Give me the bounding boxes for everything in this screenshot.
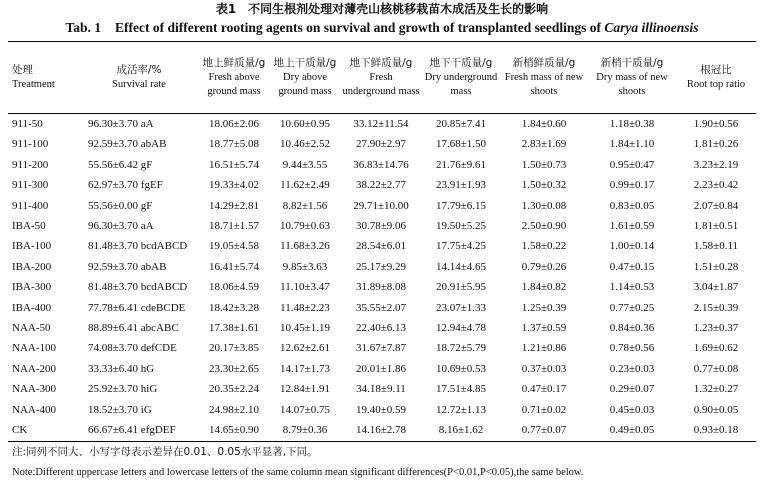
- survival-rate-cell: 18.52±3.70 iG: [88, 403, 152, 416]
- dry-under-mass-cell: 21.76±9.61: [435, 158, 487, 171]
- table-header-row: [8, 42, 756, 114]
- table-row: [8, 338, 756, 358]
- dry-under-mass-cell: 20.85±7.41: [435, 118, 487, 130]
- fresh-under-mass-cell: 20.01±1.86: [355, 362, 407, 375]
- survival-rate-cell: 55.56±6.42 gF: [88, 158, 153, 171]
- shoot-fresh-mass-cell: 1.21±0.86: [521, 342, 567, 355]
- dry-under-mass-cell: 14.14±4.65: [435, 260, 487, 273]
- fresh-above-mass-cell: 20.35±2.24: [208, 383, 260, 396]
- treatment-cell: IBA-50: [12, 220, 46, 233]
- root-top-ratio-cell: 1.69±0.62: [693, 342, 739, 355]
- treatment-cell: 911-100: [12, 138, 49, 151]
- dry-above-mass-cell: 8.79±0.36: [270, 420, 340, 441]
- fresh-under-mass-cell: 34.18±9.11: [356, 383, 406, 396]
- dry-above-mass-cell: 12.84±1.91: [279, 383, 331, 396]
- fresh-above-mass-cell: 19.05±4.58: [208, 240, 260, 253]
- fresh-under-mass-cell: 36.83±14.76: [353, 158, 409, 171]
- table-row: [8, 196, 756, 216]
- survival-rate-cell: 81.48±3.70 bcdABCD: [88, 281, 188, 294]
- table-row: [8, 379, 756, 399]
- shoot-fresh-mass-cell: 2.83±1.69: [521, 138, 567, 151]
- table-caption-text: Effect of different rooting agents on survival and growth of transplanted seedlings of: [115, 20, 601, 35]
- fresh-under-mass-cell: 35.55±2.07: [355, 301, 407, 314]
- table-row: [8, 257, 756, 277]
- dry-above-mass-cell: 10.79±0.63: [279, 220, 331, 233]
- treatment-cell: IBA-400: [12, 301, 52, 314]
- header-cell: 根冠比 Root top ratio: [676, 42, 756, 114]
- shoot-dry-mass-cell: 0.99±0.17: [609, 179, 655, 192]
- root-top-ratio-cell: 1.23±0.37: [693, 322, 739, 335]
- table-row: [8, 359, 756, 379]
- shoot-dry-mass-cell: 1.18±0.38: [609, 118, 655, 130]
- dry-above-mass-cell: 11.62±2.49: [280, 179, 330, 192]
- shoot-fresh-mass-cell: 2.50±0.90: [521, 220, 567, 233]
- treatment-cell: CK: [8, 420, 80, 441]
- root-top-ratio-cell: 3.04±1.87: [693, 281, 739, 294]
- dry-above-mass-cell: 9.85±3.63: [282, 260, 328, 273]
- treatment-cell: NAA-100: [12, 342, 56, 355]
- fresh-under-mass-cell: 29.71±10.00: [353, 199, 409, 212]
- treatment-cell: IBA-200: [12, 260, 52, 273]
- fresh-under-mass-cell: 14.16±2.78: [340, 420, 422, 441]
- survival-rate-cell: 92.59±3.70 abAB: [88, 260, 167, 273]
- header-cell: 新梢干质量/g Dry mass of new shoots: [588, 42, 676, 114]
- dry-above-mass-cell: 11.10±3.47: [280, 281, 330, 294]
- table-row: [8, 175, 756, 195]
- fresh-above-mass-cell: 18.71±1.57: [208, 220, 260, 233]
- table-row: [8, 277, 756, 297]
- survival-rate-cell: 81.48±3.70 bcdABCD: [88, 240, 188, 253]
- shoot-fresh-mass-cell: 1.25±0.39: [521, 301, 567, 314]
- dry-above-mass-cell: 10.46±2.52: [279, 138, 331, 151]
- shoot-dry-mass-cell: 1.61±0.59: [609, 220, 655, 233]
- dry-under-mass-cell: 12.94±4.78: [435, 322, 487, 335]
- dry-under-mass-cell: 17.75±4.25: [435, 240, 487, 253]
- fresh-under-mass-cell: 30.78±9.06: [355, 220, 407, 233]
- dry-under-mass-cell: 8.16±1.62: [422, 420, 500, 441]
- shoot-fresh-mass-cell: 0.47±0.17: [521, 383, 567, 396]
- fresh-above-mass-cell: 19.33±4.02: [208, 179, 260, 192]
- table-row: [8, 114, 756, 135]
- root-top-ratio-cell: 2.07±0.84: [693, 199, 739, 212]
- dry-above-mass-cell: 8.82±1.56: [282, 199, 328, 212]
- table-label: Tab. 1: [65, 20, 101, 35]
- table-row: [8, 134, 756, 154]
- shoot-dry-mass-cell: 0.78±0.56: [609, 342, 655, 355]
- shoot-dry-mass-cell: 0.29±0.07: [609, 383, 655, 396]
- fresh-under-mass-cell: 22.40±6.13: [355, 322, 407, 335]
- fresh-above-mass-cell: 23.30±2.65: [208, 362, 260, 375]
- table-note-english: Note:Different uppercase letters and lowercase letters of the same column mean significant differences(P<0.01,P<0.05),the same below.: [12, 466, 584, 478]
- shoot-fresh-mass-cell: 1.50±0.32: [521, 179, 567, 192]
- root-top-ratio-cell: 1.51±0.28: [693, 260, 739, 273]
- survival-rate-cell: 74.08±3.70 defCDE: [88, 342, 177, 355]
- root-top-ratio-cell: 3.23±2.19: [693, 158, 739, 171]
- table-caption-chinese: 表1 不同生根剂处理对薄壳山核桃移栽苗木成活及生长的影响: [215, 2, 549, 16]
- fresh-above-mass-cell: 20.17±3.85: [208, 342, 260, 355]
- fresh-above-mass-cell: 18.42±3.28: [208, 301, 260, 314]
- table-row: [8, 236, 756, 256]
- dry-above-mass-cell: 14.07±0.75: [279, 403, 331, 416]
- treatment-cell: 911-400: [12, 199, 49, 212]
- root-top-ratio-cell: 2.23±0.42: [693, 179, 739, 192]
- shoot-fresh-mass-cell: 1.30±0.08: [521, 199, 567, 212]
- treatment-cell: NAA-200: [12, 362, 56, 375]
- table-body: [8, 114, 756, 442]
- table-row: [8, 400, 756, 420]
- dry-above-mass-cell: 10.60±0.95: [279, 118, 331, 130]
- header-cell: 处理 Treatment: [8, 42, 80, 114]
- survival-rate-cell: 77.78±6.41 cdeBCDE: [88, 301, 186, 314]
- survival-rate-cell: 62.97±3.70 fgEF: [88, 179, 163, 192]
- shoot-fresh-mass-cell: 1.84±0.82: [521, 281, 567, 294]
- fresh-under-mass-cell: 28.54±6.01: [355, 240, 407, 253]
- fresh-under-mass-cell: 27.90±2.97: [355, 138, 407, 151]
- fresh-under-mass-cell: 31.89±8.08: [355, 281, 407, 294]
- dry-under-mass-cell: 23.07±1.33: [435, 301, 487, 314]
- fresh-above-mass-cell: 18.06±4.59: [208, 281, 260, 294]
- fresh-above-mass-cell: 16.51±5.74: [208, 158, 260, 171]
- survival-rate-cell: 88.89±6.41 abcABC: [88, 322, 179, 335]
- treatment-cell: NAA-400: [12, 403, 56, 416]
- shoot-fresh-mass-cell: 0.37±0.03: [521, 362, 567, 375]
- treatment-cell: IBA-300: [12, 281, 52, 294]
- shoot-fresh-mass-cell: 1.84±0.60: [521, 118, 567, 130]
- root-top-ratio-cell: 1.90±0.56: [693, 118, 739, 130]
- table-note-chinese: 注:同列不同大、小写字母表示差异在0.01、0.05水平显著,下同。: [12, 445, 318, 458]
- dry-above-mass-cell: 11.68±3.26: [280, 240, 330, 253]
- shoot-dry-mass-cell: 0.23±0.03: [609, 362, 655, 375]
- fresh-above-mass-cell: 18.06±2.06: [208, 118, 260, 130]
- table-row: [8, 155, 756, 175]
- treatment-cell: NAA-300: [12, 383, 56, 396]
- table-row: [8, 298, 756, 318]
- shoot-dry-mass-cell: 0.77±0.25: [609, 301, 655, 314]
- dry-above-mass-cell: 10.45±1.19: [279, 322, 331, 335]
- results-table: [8, 41, 756, 442]
- dry-above-mass-cell: 12.62±2.61: [279, 342, 331, 355]
- treatment-cell: 911-200: [12, 158, 49, 171]
- treatment-cell: 911-50: [12, 118, 43, 130]
- treatment-cell: NAA-50: [12, 322, 51, 335]
- shoot-dry-mass-cell: 0.83±0.05: [609, 199, 655, 212]
- fresh-under-mass-cell: 25.17±9.29: [355, 260, 407, 273]
- dry-above-mass-cell: 14.17±1.73: [279, 362, 331, 375]
- dry-under-mass-cell: 20.91±5.95: [435, 281, 487, 294]
- dry-under-mass-cell: 18.72±5.79: [435, 342, 487, 355]
- treatment-cell: 911-300: [12, 179, 49, 192]
- survival-rate-cell: 66.67±6.41 efgDEF: [80, 420, 198, 441]
- survival-rate-cell: 96.30±3.70 aA: [88, 118, 154, 130]
- shoot-dry-mass-cell: 1.84±1.10: [609, 138, 655, 151]
- header-cell: 新梢鲜质量/g Fresh mass of new shoots: [500, 42, 588, 114]
- dry-under-mass-cell: 17.79±6.15: [435, 199, 487, 212]
- dry-above-mass-cell: 11.48±2.23: [280, 301, 330, 314]
- shoot-fresh-mass-cell: 1.58±0.22: [521, 240, 567, 253]
- shoot-dry-mass-cell: 0.47±0.15: [609, 260, 655, 273]
- fresh-above-mass-cell: 16.41±5.74: [208, 260, 260, 273]
- fresh-under-mass-cell: 31.67±7.87: [355, 342, 407, 355]
- fresh-above-mass-cell: 24.98±2.10: [208, 403, 260, 416]
- shoot-dry-mass-cell: 1.00±0.14: [609, 240, 655, 253]
- survival-rate-cell: 96.30±3.70 aA: [88, 220, 154, 233]
- shoot-dry-mass-cell: 0.84±0.36: [609, 322, 655, 335]
- shoot-dry-mass-cell: 1.14±0.53: [609, 281, 655, 294]
- shoot-fresh-mass-cell: 0.79±0.26: [521, 260, 567, 273]
- table-caption-english: [8, 20, 756, 36]
- survival-rate-cell: 92.59±3.70 abAB: [88, 138, 167, 151]
- fresh-above-mass-cell: 17.38±1.61: [208, 322, 260, 335]
- root-top-ratio-cell: 0.93±0.18: [676, 420, 756, 441]
- root-top-ratio-cell: 0.90±0.05: [693, 403, 739, 416]
- shoot-fresh-mass-cell: 0.77±0.07: [500, 420, 588, 441]
- dry-under-mass-cell: 17.51±4.85: [435, 383, 487, 396]
- fresh-under-mass-cell: 33.12±11.54: [353, 118, 409, 130]
- dry-under-mass-cell: 10.69±0.53: [435, 362, 487, 375]
- shoot-fresh-mass-cell: 1.50±0.73: [521, 158, 567, 171]
- treatment-cell: IBA-100: [12, 240, 52, 253]
- dry-under-mass-cell: 12.72±1.13: [435, 403, 487, 416]
- survival-rate-cell: 55.56±0.00 gF: [88, 199, 153, 212]
- header-cell: 地下干质量/g Dry underground mass: [422, 42, 500, 114]
- table-row: [8, 318, 756, 338]
- survival-rate-cell: 33.33±6.40 hG: [88, 362, 155, 375]
- dry-above-mass-cell: 9.44±3.55: [282, 158, 328, 171]
- shoot-fresh-mass-cell: 0.71±0.02: [521, 403, 567, 416]
- shoot-dry-mass-cell: 0.95±0.47: [609, 158, 655, 171]
- shoot-dry-mass-cell: 0.45±0.03: [609, 403, 655, 416]
- fresh-above-mass-cell: 18.77±5.08: [208, 138, 260, 151]
- header-cell: 地上鲜质量/g Fresh above ground mass: [198, 42, 270, 114]
- dry-under-mass-cell: 23.91±1.93: [435, 179, 487, 192]
- shoot-dry-mass-cell: 0.49±0.05: [588, 420, 676, 441]
- dry-under-mass-cell: 17.68±1.50: [435, 138, 487, 151]
- root-top-ratio-cell: 1.58±0.11: [693, 240, 739, 253]
- fresh-above-mass-cell: 14.65±0.90: [198, 420, 270, 441]
- header-cell: 成活率/% Survival rate: [80, 42, 198, 114]
- species-name: Carya illinoensis: [604, 20, 699, 35]
- header-cell: 地下鲜质量/g Fresh underground mass: [340, 42, 422, 114]
- fresh-under-mass-cell: 38.22±2.77: [355, 179, 407, 192]
- fresh-above-mass-cell: 14.29±2.81: [208, 199, 260, 212]
- shoot-fresh-mass-cell: 1.37±0.59: [521, 322, 567, 335]
- root-top-ratio-cell: 1.32±0.27: [693, 383, 739, 396]
- root-top-ratio-cell: 1.81±0.26: [693, 138, 739, 151]
- header-cell: 地上干质量/g Dry above ground mass: [270, 42, 340, 114]
- dry-under-mass-cell: 19.50±5.25: [435, 220, 487, 233]
- table-row: [8, 420, 756, 441]
- survival-rate-cell: 25.92±3.70 hiG: [88, 383, 158, 396]
- root-top-ratio-cell: 1.81±0.51: [693, 220, 739, 233]
- table-row: [8, 216, 756, 236]
- root-top-ratio-cell: 0.77±0.08: [693, 362, 739, 375]
- root-top-ratio-cell: 2.15±0.39: [693, 301, 739, 314]
- fresh-under-mass-cell: 19.40±0.59: [355, 403, 407, 416]
